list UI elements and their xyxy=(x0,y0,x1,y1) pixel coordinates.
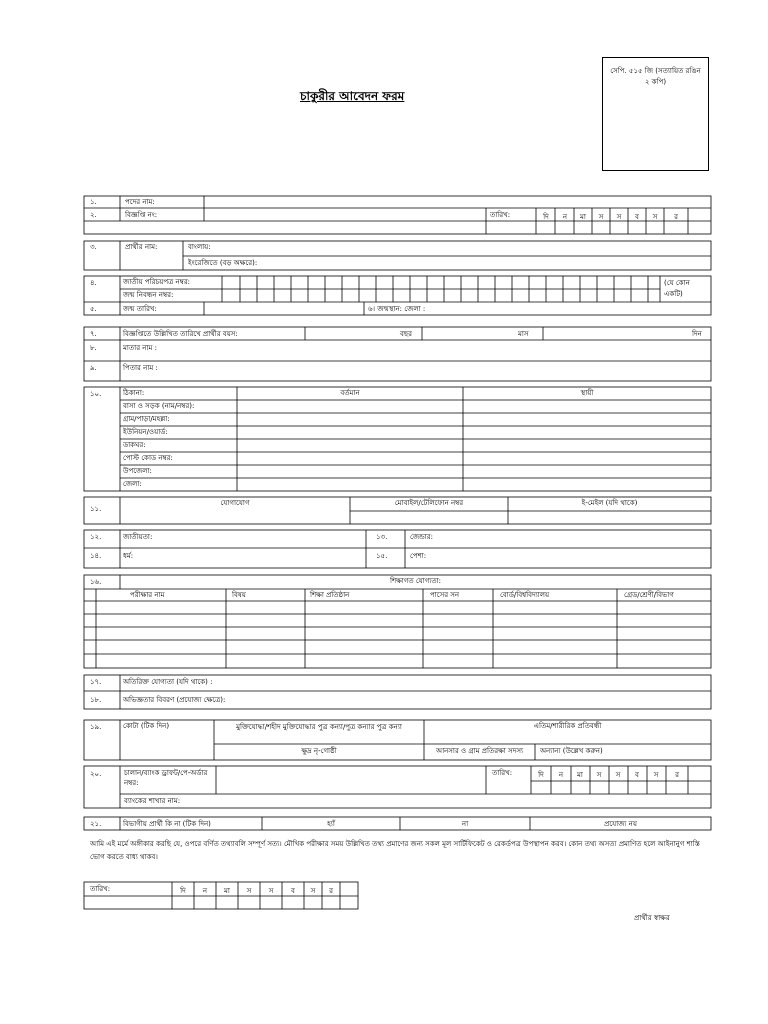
religion-label: ধর্ম: xyxy=(123,552,134,560)
edu-col-subject: বিষয় xyxy=(232,591,246,599)
quota-other: অন্যান্য (উল্লেখ করুন) xyxy=(540,747,603,755)
row18-number: ১৮. xyxy=(90,696,102,704)
contact-label: যোগাযোগ xyxy=(220,499,250,507)
date-cell: স xyxy=(616,213,622,221)
email-label: ই-মেইল (যদি থাকে) xyxy=(581,499,638,507)
row13-number: ১৩. xyxy=(376,533,388,541)
nid-label: জাতীয় পরিচয়পত্র নম্বর: xyxy=(123,278,191,286)
row2-number: ২. xyxy=(90,211,97,219)
name-english-label: ইংরেজিতে (বড় অক্ষরে): xyxy=(188,259,258,267)
address-label: ঠিকানা: xyxy=(123,389,145,397)
date-cell: ন xyxy=(562,213,568,221)
address-field-label: পোস্ট কোড নম্বর: xyxy=(123,454,173,462)
edu-col-exam: পরীক্ষার নাম xyxy=(130,591,165,599)
row19-number: ১৯. xyxy=(90,723,102,731)
mobile-label: মোবাইল/টেলিফোন নম্বর xyxy=(394,499,464,507)
birthplace-label: ৬। জন্মস্থান: জেলা : xyxy=(368,305,426,313)
bank-branch-label: ব্যাংকের শাখার নাম: xyxy=(124,797,181,805)
footer-date-label: তারিখ: xyxy=(90,885,111,893)
date-cell: ন xyxy=(202,887,208,895)
date-cell: ব xyxy=(291,887,295,895)
applicant-signature-label: প্রার্থীর স্বাক্ষর xyxy=(634,914,670,922)
option-yes: হ্যাঁ xyxy=(327,820,335,828)
quota-label: কোটা (টিক দিন) xyxy=(123,722,170,730)
row14-number: ১৪. xyxy=(90,552,102,560)
option-no: না xyxy=(461,820,469,828)
address-field-label: জেলা: xyxy=(123,480,142,488)
date-cell: স xyxy=(268,887,274,895)
permanent-address-header: স্থায়ী xyxy=(580,389,594,397)
dob-label: জন্ম তারিখ: xyxy=(123,305,157,313)
quota-ansar: আনসার ও গ্রাম প্রতিরক্ষা সদস্য xyxy=(435,747,524,755)
date-cell: র xyxy=(675,771,679,779)
edu-col-board: বোর্ড/বিশ্ববিদ্যালয় xyxy=(500,591,550,599)
date-cell: ব xyxy=(635,771,639,779)
present-address-header: বর্তমান xyxy=(340,389,360,397)
age-year-label: বছর xyxy=(400,330,412,338)
date-cell: দি xyxy=(543,213,549,221)
either-one-note: (যে কোন একটি) xyxy=(664,279,690,298)
row21-number: ২১. xyxy=(90,820,102,828)
row5-number: ৫. xyxy=(90,305,97,313)
date-cell: র xyxy=(329,887,333,895)
date-cell: স xyxy=(652,213,658,221)
date-cell: স xyxy=(596,771,602,779)
row20-number: ২০. xyxy=(90,770,102,778)
name-bangla-label: বাংলায়: xyxy=(188,243,211,251)
quota-freedom-fighter: মুক্তিযোদ্ধা/শহীদ মুক্তিযোদ্ধার পুত্র কন্যা/পুত্র কন্যার পুত্র কন্যা xyxy=(236,723,402,731)
date-cell: ন xyxy=(558,771,564,779)
post-name-label: পদের নাম: xyxy=(125,198,155,206)
date-cell: র xyxy=(674,213,678,221)
row7-number: ৭. xyxy=(90,330,97,338)
quota-orphan-disabled: এতিম/শারীরিক প্রতিবন্ধী xyxy=(533,722,602,730)
edu-col-year: পাসের সন xyxy=(430,591,460,599)
date-cell: স xyxy=(310,887,316,895)
quota-ethnic: ক্ষুদ্র নৃ-গোষ্ঠী xyxy=(301,747,337,755)
edu-col-grade: গ্রেড/শ্রেণী/বিভাগ xyxy=(624,591,674,599)
experience-label: অভিজ্ঞতার বিবরণ (প্রযোজ্য ক্ষেত্রে): xyxy=(123,696,226,704)
date-cell: দি xyxy=(538,771,544,779)
occupation-label: পেশা: xyxy=(410,552,427,560)
date-cell: দি xyxy=(180,887,186,895)
photo-box-caption: সেপি. ৫১৫ জি (সত্যায়িত রঙিন ২ কপি) xyxy=(610,67,701,86)
date-cell: মা xyxy=(224,887,230,895)
row4-number: ৪. xyxy=(90,279,97,287)
edu-col-institution: শিক্ষা প্রতিষ্ঠান xyxy=(310,591,350,599)
row1-number: ১. xyxy=(90,198,97,206)
age-day-label: দিন xyxy=(692,330,702,338)
gender-label: জেন্ডার: xyxy=(410,533,433,541)
circular-no-label: বিজ্ঞপ্তি নং: xyxy=(125,211,158,219)
departmental-label: বিভাগীয় প্রার্থী কি না (টিক দিন) xyxy=(123,820,211,828)
form-title: চাকুরীর আবেদন ফরম xyxy=(300,89,405,103)
option-not-applicable: প্রযোজ্য নয় xyxy=(604,820,637,828)
applicant-name-label: প্রার্থীর নাম: xyxy=(125,243,158,251)
date-cell: স xyxy=(598,213,604,221)
row16-number: ১৬. xyxy=(90,578,102,586)
address-field-label: ইউনিয়ন/ওয়ার্ড: xyxy=(123,428,168,436)
declaration-text: আমি এই মর্মে অঙ্গীকার করছি যে, ওপরে বর্ণিত তথ্যাবলি সম্পূর্ণ সত্য। মৌখিক পরীক্ষার সময় উল্লিখিত তথ্য প্রমাণের জন্য সকল মূল সার্টিফিকেট ও রেকর্ডপত্র উপস্থাপন করব। কোন তথ্য অসত্য প্রমাণিত হলে আইনানুগ শাস্তি ভোগ করতে বাধ্য থাকব। xyxy=(90,840,700,861)
date-cell: মা xyxy=(580,213,586,221)
row12-number: ১২. xyxy=(90,533,102,541)
extra-qualification-label: অতিরিক্ত যোগ্যতা (যদি থাকে) : xyxy=(123,678,213,686)
nationality-label: জাতীয়তা: xyxy=(123,533,153,541)
row15-number: ১৫. xyxy=(376,552,388,560)
address-field-label: উপজেলা: xyxy=(123,467,152,475)
date-cell: স xyxy=(615,771,621,779)
row9-number: ৯. xyxy=(90,364,97,372)
father-name-label: পিতার নাম : xyxy=(123,364,158,372)
row8-number: ৮. xyxy=(90,344,97,352)
date-cell: স xyxy=(246,887,252,895)
date-cell: মা xyxy=(577,771,583,779)
circular-date-label: তারিখ: xyxy=(490,211,511,219)
age-month-label: মাস xyxy=(518,330,529,338)
birth-reg-label: জন্ম নিবন্ধন নম্বর: xyxy=(123,291,174,299)
row11-number: ১১. xyxy=(90,505,102,513)
row17-number: ১৭. xyxy=(90,678,102,686)
date-cell: স xyxy=(653,771,659,779)
age-label: বিজ্ঞপ্তিতে উল্লিখিত তারিখে প্রার্থীর বয়স: xyxy=(123,330,238,338)
row10-number: ১০. xyxy=(90,390,102,398)
address-field-label: গ্রাম/পাড়া/মহল্লা: xyxy=(123,415,170,423)
row3-number: ৩. xyxy=(90,243,97,251)
address-field-label: বাসা ও সড়ক (নাম/নম্বর): xyxy=(123,402,195,410)
date-cell: ব xyxy=(635,213,639,221)
challan-date-label: তারিখ: xyxy=(492,769,513,777)
education-header: শিক্ষাগত যোগ্যতা: xyxy=(389,577,442,585)
address-field-label: ডাকঘর: xyxy=(123,441,146,449)
challan-label: চালান/ব্যাংক ড্রাফট/পে-অর্ডার নম্বর: xyxy=(124,769,208,787)
mother-name-label: মাতার নাম : xyxy=(123,344,157,352)
